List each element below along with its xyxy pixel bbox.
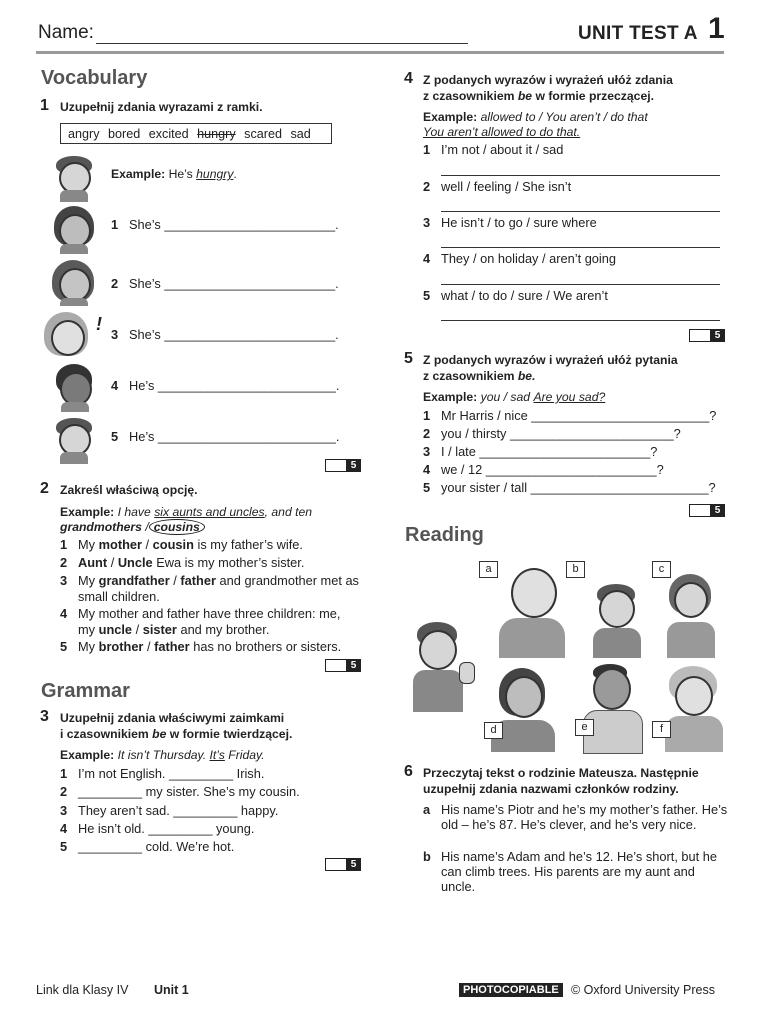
photocopiable-badge: PHOTOCOPIABLE bbox=[459, 983, 563, 997]
q5-item-1: 1 Mr Harris / nice _________________________? bbox=[423, 408, 717, 423]
q4-item-5: 5 what / to do / sure / We aren’t bbox=[423, 288, 608, 303]
option-brother[interactable]: brother bbox=[98, 639, 144, 654]
q4-number: 4 bbox=[404, 70, 413, 87]
q1-example: Example: He’s hungry. bbox=[111, 167, 237, 181]
unit-title: UNIT TEST A bbox=[578, 23, 698, 44]
reading-heading: Reading bbox=[405, 524, 484, 546]
footer-publisher: © Oxford University Press bbox=[571, 983, 715, 997]
q4-instruction: Z podanych wyrazów i wyrażeń ułóż zdania z czasownikiem be w formie przeczącej. bbox=[423, 73, 673, 103]
option-uncle-2[interactable]: uncle bbox=[98, 622, 133, 637]
q1-item-3: 3 She’s ________________________. bbox=[111, 327, 339, 342]
girl-3-illustration bbox=[44, 312, 104, 358]
q2-score-box[interactable]: 5 bbox=[325, 659, 361, 672]
q6-number: 6 bbox=[404, 763, 413, 780]
q2-number: 2 bbox=[40, 480, 49, 497]
q6-instruction: Przeczytaj tekst o rodzinie Mateusza. Następnie uzupełnij zdania nazwami członków rodziny. bbox=[423, 766, 699, 796]
q2-item-3: 3 My grandfather / father and grandmother met as small children. bbox=[60, 573, 359, 604]
q1-item-2: 2 She’s ________________________. bbox=[111, 276, 339, 291]
family-illustration bbox=[403, 560, 725, 752]
figure-d-woman bbox=[487, 668, 559, 752]
girl-2-illustration bbox=[52, 260, 96, 306]
q4-example: Example: allowed to / You aren’t / do that You aren’t allowed to do that. bbox=[423, 110, 648, 139]
label-b: b bbox=[566, 561, 585, 578]
q1-score-box[interactable]: 5 bbox=[325, 459, 361, 472]
q3-example: Example: It isn’t Thursday. It’s Friday. bbox=[60, 748, 265, 762]
q5-item-4: 4 we / 12 ________________________? bbox=[423, 462, 664, 477]
q1-number: 1 bbox=[40, 97, 49, 114]
word-excited: excited bbox=[148, 127, 189, 141]
q4-answer-line-1[interactable] bbox=[441, 175, 720, 176]
q4-answer-line-3[interactable] bbox=[441, 247, 720, 248]
label-e: e bbox=[575, 719, 594, 736]
q4-item-4: 4 They / on holiday / aren’t going bbox=[423, 251, 617, 266]
q2-item-2: 2 Aunt / Uncle Ewa is my mother’s sister. bbox=[60, 555, 305, 570]
q3-item-1: 1 I’m not English. _________ Irish. bbox=[60, 766, 265, 781]
q3-item-3: 3 They aren’t sad. _________ happy. bbox=[60, 803, 279, 818]
word-bored: bored bbox=[108, 127, 141, 141]
q3-instruction: Uzupełnij zdania właściwymi zaimkami i czasownikiem be w formie twierdzącej. bbox=[60, 711, 293, 741]
word-box bbox=[60, 123, 332, 144]
q2-item-4: 4 My mother and father have three children: me, my uncle / sister and my brother. bbox=[60, 606, 341, 637]
footer-unit: Unit 1 bbox=[154, 983, 189, 997]
unit-number: 1 bbox=[708, 12, 725, 45]
q2-example: Example: I have six aunts and uncles, and ten grandmothers / cousins bbox=[60, 505, 313, 534]
q5-score-box[interactable]: 5 bbox=[689, 504, 725, 517]
word-hungry: hungry bbox=[197, 127, 236, 141]
vocabulary-heading: Vocabulary bbox=[41, 67, 148, 89]
q1-item-5: 5 He’s _________________________. bbox=[111, 429, 340, 444]
q4-item-1: 1 I’m not / about it / sad bbox=[423, 142, 564, 157]
name-field[interactable] bbox=[96, 43, 468, 44]
q2-instruction: Zakreśl właściwą opcję. bbox=[60, 483, 198, 497]
q4-item-2: 2 well / feeling / She isn’t bbox=[423, 179, 572, 194]
q5-instruction: Z podanych wyrazów i wyrażeń ułóż pytania z czasownikiem be. bbox=[423, 353, 678, 383]
q5-number: 5 bbox=[404, 350, 413, 367]
q4-answer-line-5[interactable] bbox=[441, 320, 720, 321]
boy-2-illustration bbox=[56, 418, 96, 464]
label-f: f bbox=[652, 721, 671, 738]
q3-score-box[interactable]: 5 bbox=[325, 858, 361, 871]
q5-item-5: 5 your sister / tall _________________________? bbox=[423, 480, 716, 495]
header-divider bbox=[36, 51, 724, 54]
name-label: Name: bbox=[38, 22, 94, 43]
option-cousin[interactable]: cousin bbox=[152, 537, 194, 552]
q1-item-4: 4 He’s _________________________. bbox=[111, 378, 340, 393]
mateusz-figure bbox=[411, 622, 473, 712]
option-aunt[interactable]: Aunt bbox=[78, 555, 108, 570]
figure-f-grandmother bbox=[663, 666, 725, 752]
q5-item-2: 2 you / thirsty _______________________? bbox=[423, 426, 681, 441]
figure-a-grandfather bbox=[489, 560, 569, 658]
label-c: c bbox=[652, 561, 671, 578]
q4-item-3: 3 He isn’t / to go / sure where bbox=[423, 215, 597, 230]
label-d: d bbox=[484, 722, 503, 739]
q5-example: Example: you / sad Are you sad? bbox=[423, 390, 606, 404]
figure-e-man bbox=[581, 664, 643, 752]
option-mother[interactable]: mother bbox=[98, 537, 142, 552]
q5-item-3: 3 I / late ________________________? bbox=[423, 444, 658, 459]
q3-number: 3 bbox=[40, 708, 49, 725]
q1-item-1: 1 She’s ________________________. bbox=[111, 217, 339, 232]
figure-c-girl bbox=[665, 574, 721, 658]
boy-hungry-illustration bbox=[56, 156, 96, 202]
grammar-heading: Grammar bbox=[41, 680, 130, 702]
word-angry: angry bbox=[68, 127, 100, 141]
q6-item-b: b His name’s Adam and he’s 12. He’s short, but he can climb trees. His parents are my aunt and uncle. bbox=[423, 849, 718, 894]
q4-answer-line-2[interactable] bbox=[441, 211, 720, 212]
q1-instruction: Uzupełnij zdania wyrazami z ramki. bbox=[60, 100, 263, 114]
footer-book-title: Link dla Klasy IV bbox=[36, 983, 129, 997]
q4-answer-line-4[interactable] bbox=[441, 284, 720, 285]
word-scared: scared bbox=[244, 127, 282, 141]
q3-item-2: 2 _________ my sister. She’s my cousin. bbox=[60, 784, 300, 799]
q6-item-a: a His name’s Piotr and he’s my mother’s father. He’s old – he’s 87. He’s clever, and he’s very nice. bbox=[423, 802, 728, 832]
figure-b-boy bbox=[591, 584, 643, 658]
girl-1-illustration bbox=[46, 206, 100, 254]
q2-item-5: 5 My brother / father has no brothers or sisters. bbox=[60, 639, 342, 654]
option-father[interactable]: father bbox=[180, 573, 216, 588]
option-sister[interactable]: sister bbox=[142, 622, 177, 637]
boy-1-illustration bbox=[56, 364, 96, 412]
option-uncle[interactable]: Uncle bbox=[117, 555, 153, 570]
option-grandfather[interactable]: grandfather bbox=[98, 573, 170, 588]
option-father-2[interactable]: father bbox=[154, 639, 190, 654]
word-sad: sad bbox=[290, 127, 311, 141]
q3-item-5: 5 _________ cold. We’re hot. bbox=[60, 839, 235, 854]
q3-item-4: 4 He isn’t old. _________ young. bbox=[60, 821, 255, 836]
label-a: a bbox=[479, 561, 498, 578]
q2-item-1: 1 My mother / cousin is my father’s wife. bbox=[60, 537, 303, 552]
q4-score-box[interactable]: 5 bbox=[689, 329, 725, 342]
exclamation-icon: ! bbox=[96, 314, 102, 334]
